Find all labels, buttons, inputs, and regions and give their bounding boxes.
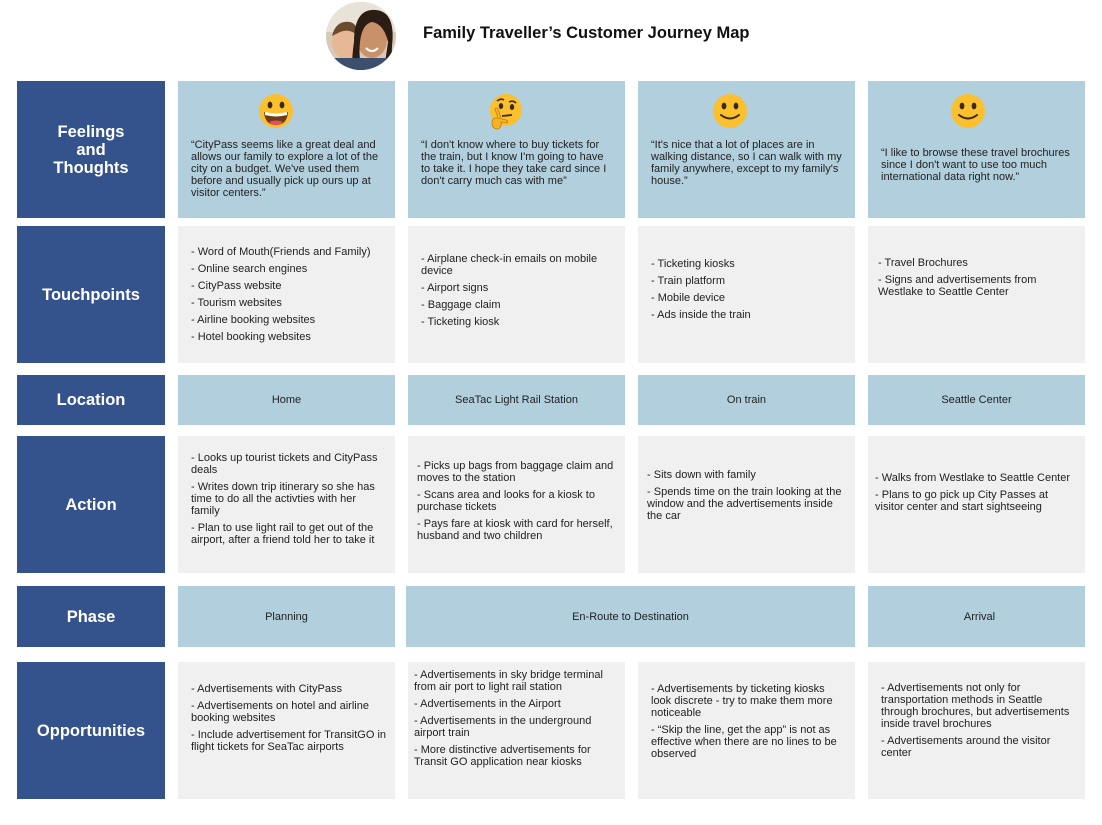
row-header-touchpoints: Touchpoints xyxy=(17,226,165,363)
row-header-feelings: Feelings and Thoughts xyxy=(17,81,165,218)
action-cell xyxy=(638,436,855,573)
thinking-face-icon xyxy=(484,91,528,131)
touchpoint-list xyxy=(421,253,617,333)
list-item: - Looks up tourist tickets and CityPass deals xyxy=(191,452,387,476)
opportunities-cell xyxy=(868,662,1085,799)
list-item: - Advertisements by ticketing kiosks look discrete - try to make them more noticeable xyxy=(651,683,847,719)
row-header-opportunities: Opportunities xyxy=(17,662,165,799)
location-cell: Home xyxy=(178,375,395,425)
list-item: - Spends time on the train looking at the window and the advertisements inside the car xyxy=(647,486,847,522)
list-item: - Sits down with family xyxy=(647,469,847,481)
list-item: - Online search engines xyxy=(191,263,387,275)
location-cell: SeaTac Light Rail Station xyxy=(408,375,625,425)
phase-cell-en-route: En-Route to Destination xyxy=(406,586,855,647)
list-item: - Pays fare at kiosk with card for herself, husband and two children xyxy=(417,518,617,542)
action-list xyxy=(647,469,847,527)
list-item: - Baggage claim xyxy=(421,299,617,311)
feelings-cell xyxy=(638,81,855,218)
row-header-phase: Phase xyxy=(17,586,165,647)
page-title: Family Traveller’s Customer Journey Map xyxy=(423,24,750,42)
row-header-location: Location xyxy=(17,375,165,425)
feeling-quote: “It's nice that a lot of places are in walking distance, so I can walk with my family anywhere, except to my family's house.” xyxy=(651,139,842,187)
list-item: - Walks from Westlake to Seattle Center xyxy=(875,472,1077,484)
smiling-face-icon xyxy=(946,91,990,131)
action-list xyxy=(191,452,387,551)
feeling-quote: “CityPass seems like a great deal and allows our family to explore a lot of the city on a budget. We've used them before and usually pick up ours up at visitor centers.” xyxy=(191,139,379,199)
opportunities-cell xyxy=(638,662,855,799)
feelings-cell xyxy=(408,81,625,218)
list-item: - Airplane check-in emails on mobile device xyxy=(421,253,617,277)
opportunity-list xyxy=(191,683,387,758)
list-item: - Signs and advertisements from Westlake to Seattle Center xyxy=(878,274,1077,298)
list-item: - “Skip the line, get the app” is not as effective when there are no lines to be observed xyxy=(651,724,847,760)
action-cell xyxy=(868,436,1085,573)
feeling-quote: “I like to browse these travel brochures since I don't want to use too much international data right now.” xyxy=(881,147,1070,183)
location-cell: On train xyxy=(638,375,855,425)
action-list xyxy=(417,460,617,547)
opportunities-cell xyxy=(178,662,395,799)
grinning-face-icon xyxy=(254,91,298,131)
opportunity-list xyxy=(651,683,847,765)
phase-cell-planning: Planning xyxy=(178,586,395,647)
list-item: - Train platform xyxy=(651,275,847,287)
feelings-cell xyxy=(178,81,395,218)
list-item: - Advertisements with CityPass xyxy=(191,683,387,695)
list-item: - Travel Brochures xyxy=(878,257,1077,269)
list-item: - Airport signs xyxy=(421,282,617,294)
avatar xyxy=(326,2,396,70)
list-item: - Airline booking websites xyxy=(191,314,387,326)
list-item: - Advertisements in sky bridge terminal from air port to light rail station xyxy=(414,669,617,693)
opportunity-list xyxy=(414,669,617,773)
list-item: - Scans area and looks for a kiosk to purchase tickets xyxy=(417,489,617,513)
list-item: - Ticketing kiosks xyxy=(651,258,847,270)
location-cell: Seattle Center xyxy=(868,375,1085,425)
list-item: - Hotel booking websites xyxy=(191,331,387,343)
list-item: - CityPass website xyxy=(191,280,387,292)
action-cell xyxy=(178,436,395,573)
list-item: - Include advertisement for TransitGO in flight tickets for SeaTac airports xyxy=(191,729,387,753)
touchpoints-cell xyxy=(408,226,625,363)
feeling-quote: “I don't know where to buy tickets for the train, but I know I'm going to have to take it. I hope they take card since I don't carry much cas with me” xyxy=(421,139,607,187)
list-item: - Picks up bags from baggage claim and moves to the station xyxy=(417,460,617,484)
list-item: - Plans to go pick up City Passes at visitor center and start sightseeing xyxy=(875,489,1077,513)
opportunities-cell xyxy=(408,662,625,799)
action-list xyxy=(875,472,1077,518)
list-item: - Advertisements in the underground airport train xyxy=(414,715,617,739)
touchpoint-list xyxy=(191,246,387,348)
feelings-cell xyxy=(868,81,1085,218)
touchpoints-cell xyxy=(178,226,395,363)
list-item: - Mobile device xyxy=(651,292,847,304)
list-item: - Advertisements on hotel and airline booking websites xyxy=(191,700,387,724)
list-item: - More distinctive advertisements for Transit GO application near kiosks xyxy=(414,744,617,768)
list-item: - Writes down trip itinerary so she has time to do all the activties with her family xyxy=(191,481,387,517)
touchpoints-cell xyxy=(638,226,855,363)
list-item: - Advertisements in the Airport xyxy=(414,698,617,710)
phase-cell-arrival: Arrival xyxy=(868,586,1085,647)
touchpoint-list xyxy=(651,258,847,326)
opportunity-list xyxy=(881,682,1077,764)
list-item: - Word of Mouth(Friends and Family) xyxy=(191,246,387,258)
list-item: - Tourism websites xyxy=(191,297,387,309)
smiling-face-icon xyxy=(708,91,752,131)
list-item: - Ticketing kiosk xyxy=(421,316,617,328)
touchpoint-list xyxy=(878,257,1077,303)
list-item: - Ads inside the train xyxy=(651,309,847,321)
list-item: - Advertisements not only for transportation methods in Seattle through brochures, but advertisements inside travel brochures xyxy=(881,682,1077,730)
touchpoints-cell xyxy=(868,226,1085,363)
action-cell xyxy=(408,436,625,573)
list-item: - Advertisements around the visitor center xyxy=(881,735,1077,759)
row-header-action: Action xyxy=(17,436,165,573)
list-item: - Plan to use light rail to get out of the airport, after a friend told her to take it xyxy=(191,522,387,546)
